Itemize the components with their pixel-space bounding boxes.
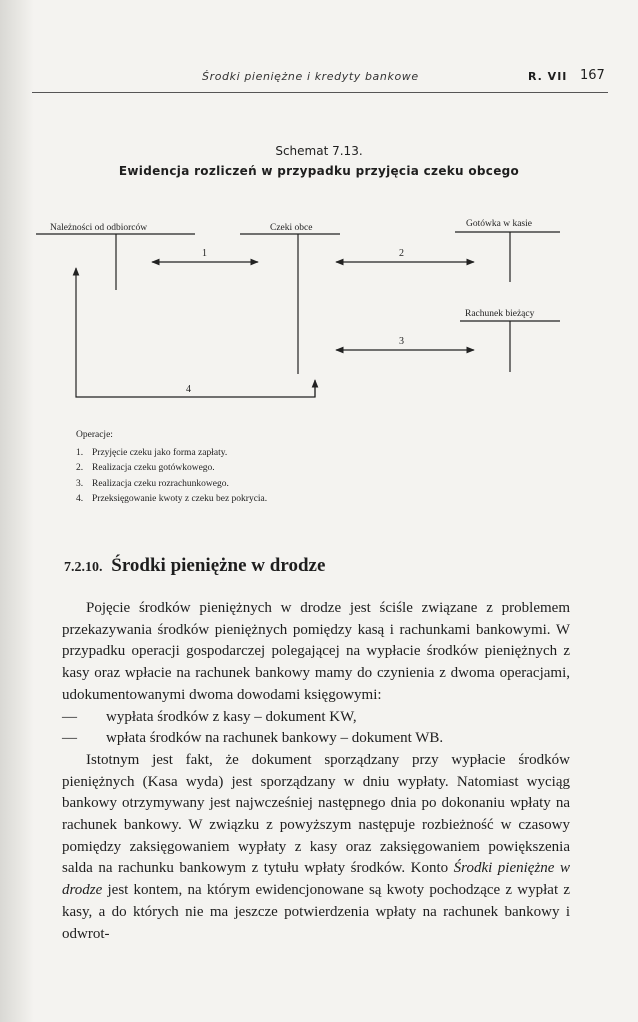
- operations-heading: Operacje:: [76, 430, 113, 440]
- operation-item: 2. Realizacja czeku gotówkowego.: [76, 463, 215, 473]
- header-rule: [32, 92, 608, 93]
- account-foreign-cheques-label: Czeki obce: [270, 223, 313, 233]
- flow-arrow-3: [336, 336, 474, 350]
- account-receivables: [36, 223, 195, 290]
- flow-arrow-1: [152, 248, 258, 262]
- account-current-label: Rachunek bieżący: [465, 309, 535, 319]
- account-receivables-label: Należności od odbiorców: [50, 223, 148, 233]
- flow-number-1: 1: [202, 248, 207, 259]
- section-number: 7.2.10.: [64, 560, 103, 575]
- paragraph-1: Pojęcie środków pieniężnych w drodze jest ściśle związane z problemem przekazywania środków pieniężnych pomiędzy kasą i rachunkami bankowymi. W przypadku operacji gospodarczej polegającej na wypłacie środków pieniężnych z kasy oraz wpłacie na rachunek bankowy mamy do czynienia z dwoma operacjami, udokumentowanymi dwoma dowodami księgowymi:: [62, 600, 570, 703]
- account-current: [460, 309, 560, 372]
- account-cash: [455, 219, 560, 282]
- operation-item: 4. Przeksięgowanie kwoty z czeku bez pokrycia.: [76, 494, 268, 504]
- page-number: 167: [580, 68, 605, 83]
- account-name-italic: Środki pieniężne w drodze: [62, 860, 570, 899]
- operation-item: 3. Realizacja czeku rozrachunkowego.: [76, 478, 229, 489]
- schema-label: Schemat 7.13.: [275, 144, 363, 158]
- section-heading: [64, 555, 325, 577]
- flow-arrow-4: [76, 268, 315, 397]
- account-cash-label: Gotówka w kasie: [466, 219, 532, 229]
- paragraph-2: Istotnym jest fakt, że dokument sporządzany przy wypłacie środków pieniężnych (Kasa wyda) jest sporządzany w dniu wypłaty. Natomiast wyciąg bankowy otrzymywany jest najwcześniej następnego dnia po dokonaniu wpłaty na rachunek bankowy. W związku z powyższym następuje rozbieżność w czasowy pomiędzy zaksięgowaniem wypłaty z kasy oraz zaksięgowaniem powiększenia salda na rachunku bankowym z tytułu wpłaty środków. Konto Środki pieniężne w drodze jest kontem, na którym ewidencjonowane są kwoty pochodzące z wypłat z kasy, a do których nie ma jeszcze potwierdzenia wpłaty na rachunek bankowy i odwrot-: [62, 751, 570, 942]
- account-foreign-cheques: [240, 223, 340, 374]
- running-head-title: Środki pieniężne i kredyty bankowe: [202, 70, 419, 83]
- flow-number-3: 3: [399, 336, 404, 347]
- schema-title: Ewidencja rozliczeń w przypadku przyjęcia czeku obcego: [118, 164, 520, 178]
- operation-item: 1. Przyjęcie czeku jako forma zapłaty.: [76, 447, 228, 458]
- section-title: Środki pieniężne w drodze: [111, 555, 326, 576]
- flow-number-4: 4: [186, 384, 191, 395]
- flow-number-2: 2: [399, 248, 404, 259]
- list-item: — wypłata środków z kasy – dokument KW,: [62, 708, 357, 725]
- operations-legend: [76, 428, 267, 508]
- body-text: [62, 598, 570, 945]
- flow-arrow-2: [336, 248, 474, 262]
- chapter-label: R. VII: [528, 70, 568, 83]
- t-account-diagram: [0, 205, 638, 405]
- document-list: [62, 707, 570, 750]
- running-header: [30, 70, 610, 88]
- list-item: — wpłata środków na rachunek bankowy – dokument WB.: [62, 730, 444, 747]
